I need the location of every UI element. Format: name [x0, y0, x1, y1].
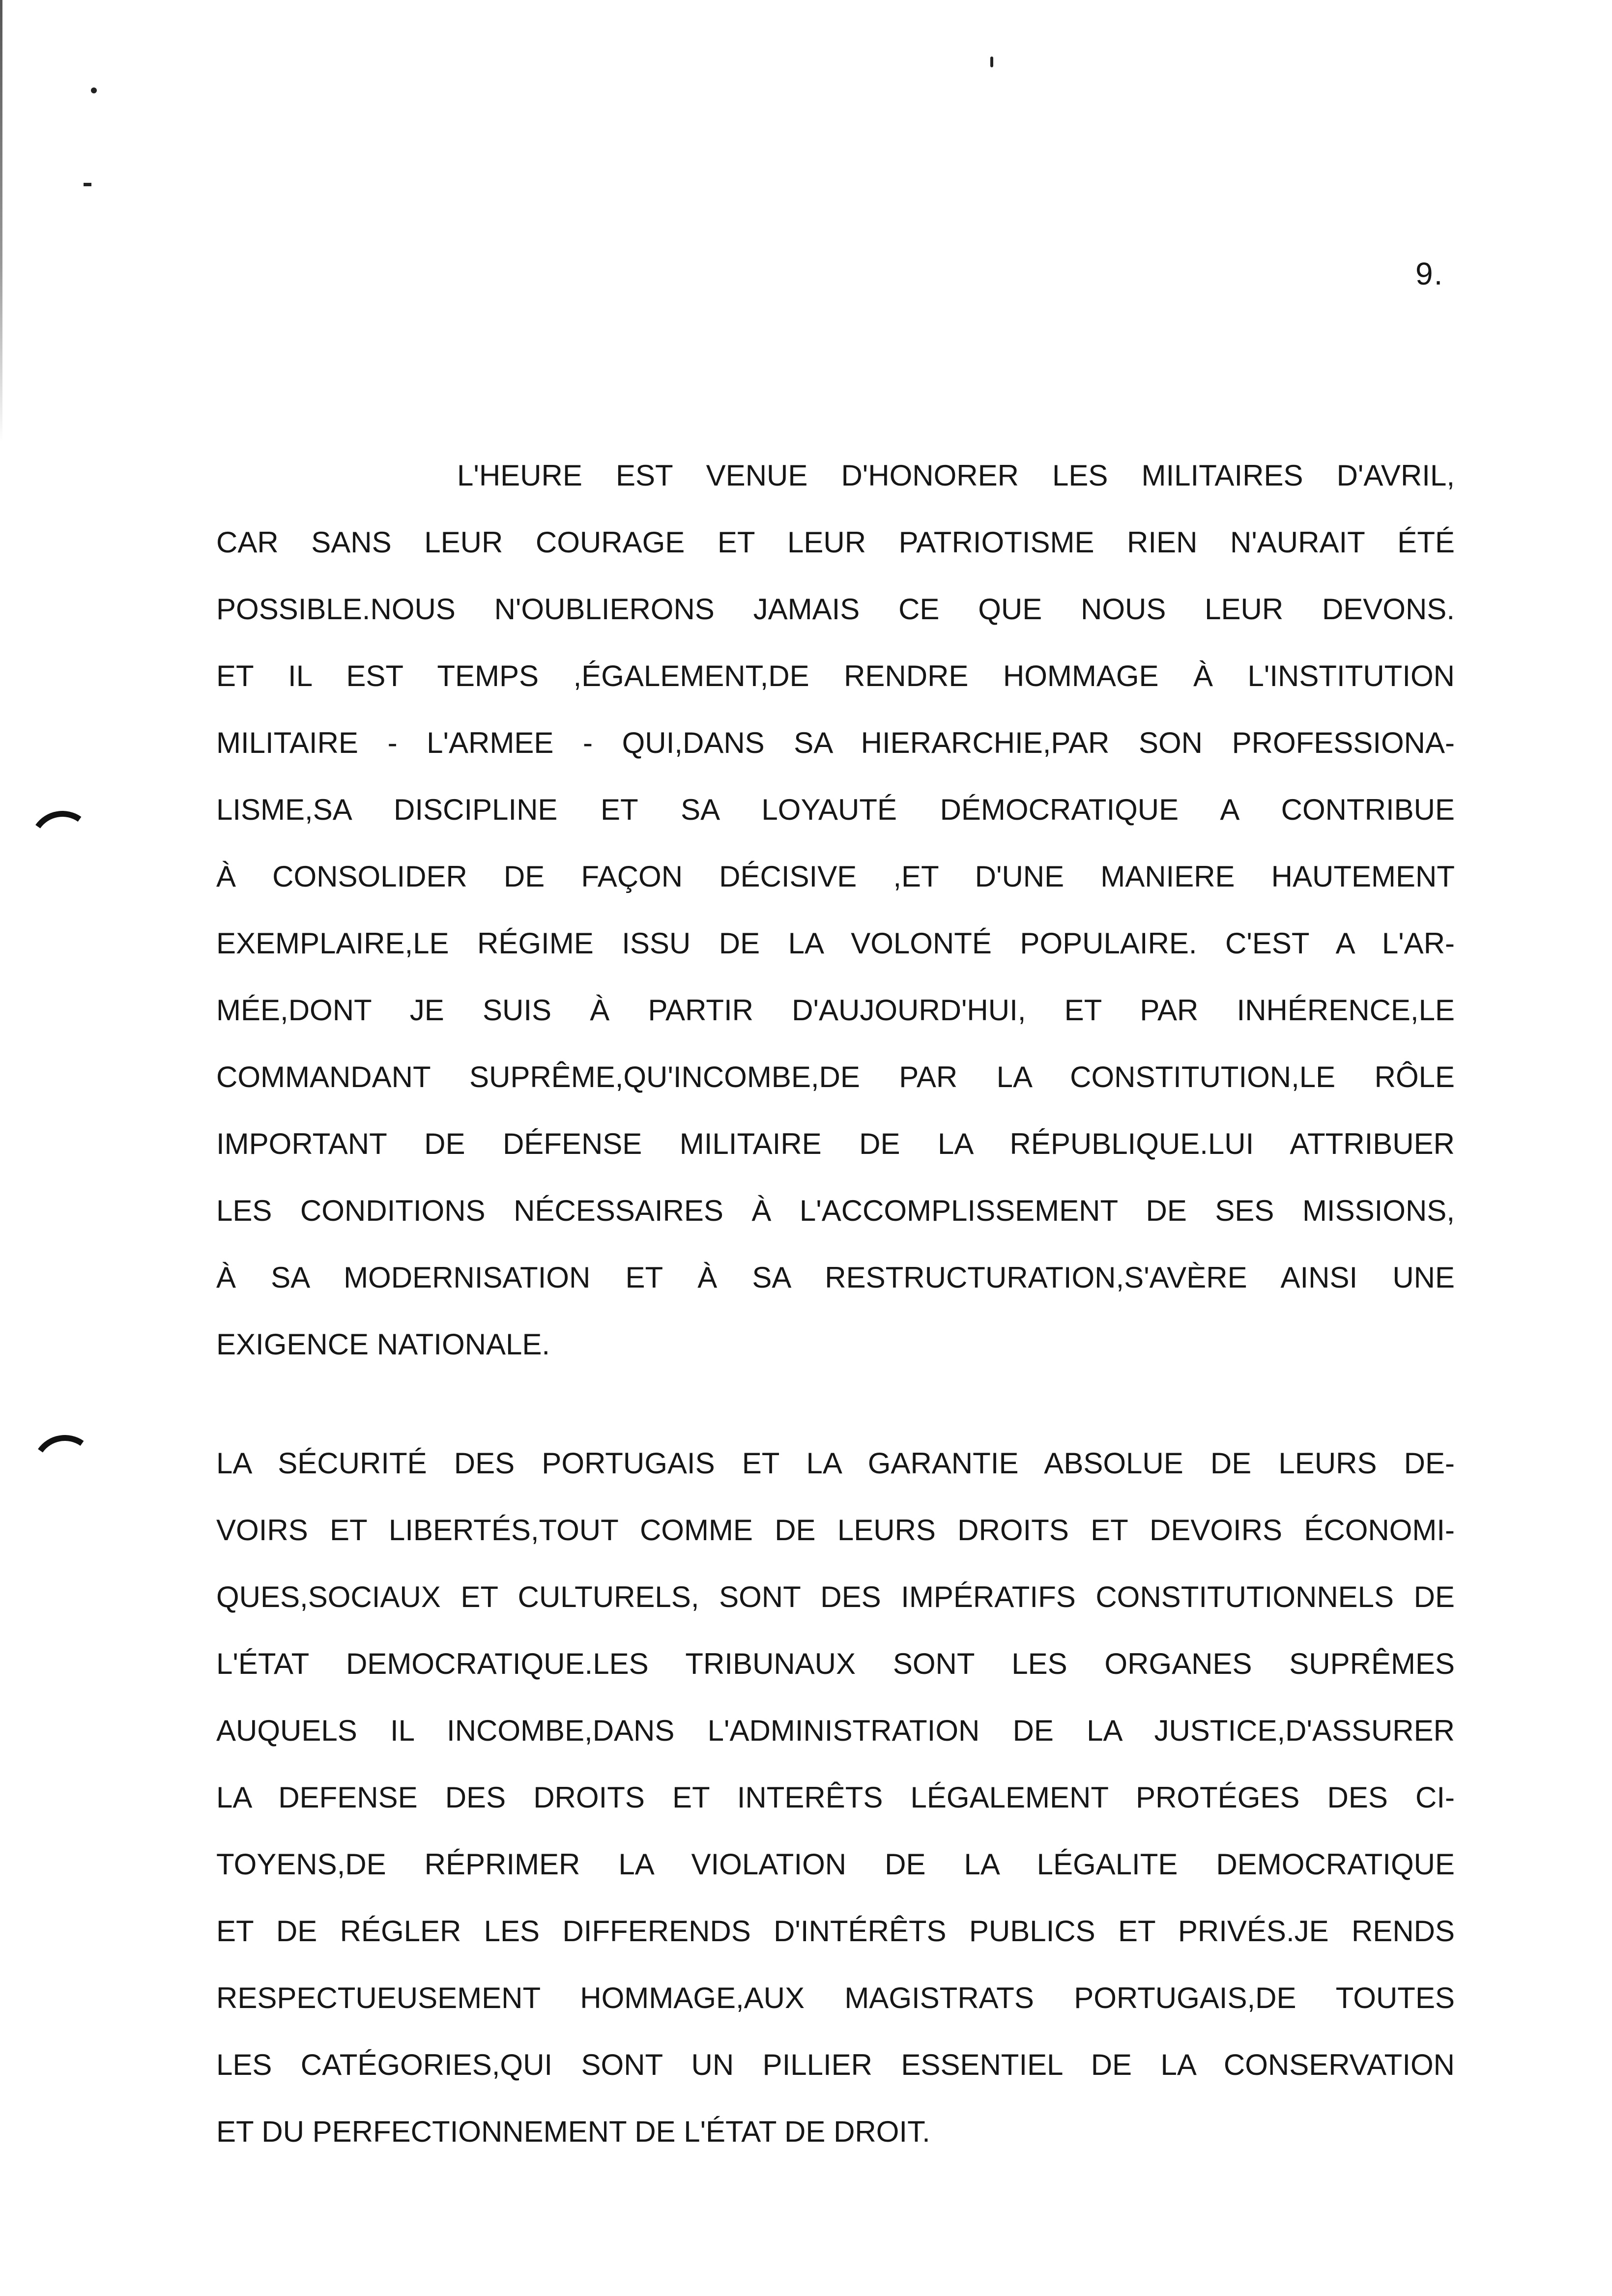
text-line: IMPORTANT DE DÉFENSE MILITAIRE DE LA RÉPUBLIQUE.LUI ATTRIBUER — [216, 1127, 1455, 1160]
text-line: QUES,SOCIAUX ET CULTURELS, SONT DES IMPÉRATIFS CONSTITUTIONNELS DE — [216, 1580, 1455, 1613]
text-line: EXEMPLAIRE,LE RÉGIME ISSU DE LA VOLONTÉ POPULAIRE. C'EST A L'AR- — [216, 927, 1455, 960]
scan-left-edge — [0, 0, 2, 442]
text-line: VOIRS ET LIBERTÉS,TOUT COMME DE LEURS DROITS ET DEVOIRS ÉCONOMI- — [216, 1514, 1455, 1547]
text-line: MILITAIRE - L'ARMEE - QUI,DANS SA HIERARCHIE,PAR SON PROFESSIONA- — [216, 726, 1455, 759]
text-line: POSSIBLE.NOUS N'OUBLIERONS JAMAIS CE QUE NOUS LEUR DEVONS. — [216, 593, 1455, 626]
text-line: ET IL EST TEMPS ,ÉGALEMENT,DE RENDRE HOMMAGE À L'INSTITUTION — [216, 660, 1455, 692]
text-line: L'ÉTAT DEMOCRATIQUE.LES TRIBUNAUX SONT LES ORGANES SUPRÊMES — [216, 1647, 1455, 1680]
text-line: À SA MODERNISATION ET À SA RESTRUCTURATION,S'AVÈRE AINSI UNE — [216, 1261, 1455, 1294]
scan-speck — [990, 57, 993, 67]
text-line: RESPECTUEUSEMENT HOMMAGE,AUX MAGISTRATS PORTUGAIS,DE TOUTES — [216, 1981, 1455, 2014]
text-line: LA SÉCURITÉ DES PORTUGAIS ET LA GARANTIE ABSOLUE DE LEURS DE- — [216, 1447, 1455, 1480]
paragraph-justice-tribute — [216, 1430, 1455, 2165]
text-line: L'HEURE EST VENUE D'HONORER LES MILITAIRES D'AVRIL, — [457, 459, 1455, 492]
text-line: LES CATÉGORIES,QUI SONT UN PILLIER ESSENTIEL DE LA CONSERVATION — [216, 2048, 1455, 2081]
text-line: ET DE RÉGLER LES DIFFERENDS D'INTÉRÊTS PUBLICS ET PRIVÉS.JE RENDS — [216, 1915, 1455, 1948]
page-number: 9. — [1415, 256, 1444, 291]
text-line: MÉE,DONT JE SUIS À PARTIR D'AUJOURD'HUI, ET PAR INHÉRENCE,LE — [216, 994, 1455, 1027]
text-line: CAR SANS LEUR COURAGE ET LEUR PATRIOTISME RIEN N'AURAIT ÉTÉ — [216, 526, 1455, 559]
text-line: LA DEFENSE DES DROITS ET INTERÊTS LÉGALEMENT PROTÉGES DES CI- — [216, 1781, 1455, 1814]
scan-speck — [84, 183, 91, 186]
text-line: TOYENS,DE RÉPRIMER LA VIOLATION DE LA LÉGALITE DEMOCRATIQUE — [216, 1848, 1455, 1881]
text-line: EXIGENCE NATIONALE. — [216, 1328, 550, 1361]
text-line: COMMANDANT SUPRÊME,QU'INCOMBE,DE PAR LA CONSTITUTION,LE RÔLE — [216, 1061, 1455, 1093]
text-line: AUQUELS IL INCOMBE,DANS L'ADMINISTRATION DE LA JUSTICE,D'ASSURER — [216, 1714, 1455, 1747]
text-line: ET DU PERFECTIONNEMENT DE L'ÉTAT DE DROIT. — [216, 2115, 930, 2148]
punch-hole-mark — [27, 1430, 103, 1506]
text-line: LISME,SA DISCIPLINE ET SA LOYAUTÉ DÉMOCRATIQUE A CONTRIBUE — [216, 793, 1455, 826]
paragraph-military-tribute — [216, 442, 1455, 1378]
text-line: LES CONDITIONS NÉCESSAIRES À L'ACCOMPLISSEMENT DE SES MISSIONS, — [216, 1194, 1455, 1227]
text-line: À CONSOLIDER DE FAÇON DÉCISIVE ,ET D'UNE MANIERE HAUTEMENT — [216, 860, 1455, 893]
punch-hole-mark — [24, 805, 100, 882]
scan-speck — [91, 87, 97, 93]
